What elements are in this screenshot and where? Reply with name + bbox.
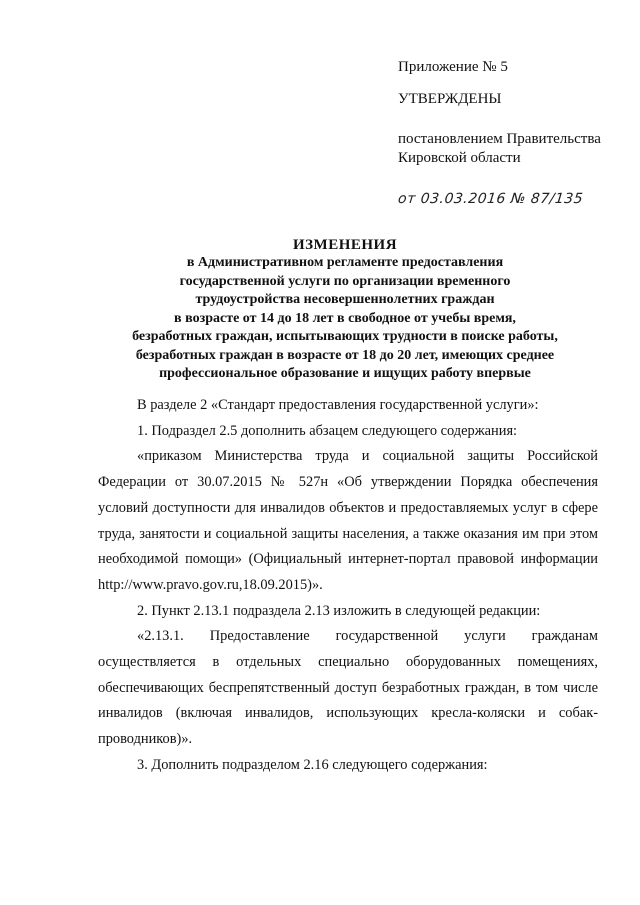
decree-line: Кировской области bbox=[398, 150, 521, 166]
approval-block bbox=[398, 58, 628, 209]
title-subtitle bbox=[95, 254, 595, 384]
subtitle-line: трудоустройства несовершеннолетних граждан bbox=[195, 292, 495, 307]
document-body bbox=[98, 393, 598, 779]
paragraph-item-1: 1. Подраздел 2.5 дополнить абзацем следующего содержания: bbox=[137, 422, 518, 439]
subtitle-line: государственной услуги по организации временного bbox=[179, 273, 511, 289]
paragraph-quote-2-13-1: «2.13.1. Предоставление государственной услуги гражданам осуществляется в отдельных специально оборудованных помещениях, обеспечивающих беспрепятственный доступ безработных граждан, в том числе инвалидов (включая инвалидов, использующих кресла-коляски и собак-проводников)». bbox=[98, 628, 598, 748]
subtitle-line: профессиональное образование и ищущих работу впервые bbox=[159, 366, 531, 381]
paragraph-item-3: 3. Дополнить подразделом 2.16 следующего содержания: bbox=[137, 756, 488, 773]
paragraph-section-intro: В разделе 2 «Стандарт предоставления государственной услуги»: bbox=[137, 397, 539, 413]
title-heading: ИЗМЕНЕНИЯ bbox=[292, 237, 398, 253]
paragraph-item-2: 2. Пункт 2.13.1 подраздела 2.13 изложить в следующей редакции: bbox=[137, 602, 541, 619]
subtitle-line: безработных граждан в возрасте от 18 до 20 лет, имеющих среднее bbox=[135, 347, 555, 363]
appendix-number: Приложение № 5 bbox=[398, 59, 508, 75]
decree-reference bbox=[398, 130, 628, 168]
subtitle-line: безработных граждан, испытывающих трудности в поиске работы, bbox=[132, 329, 558, 344]
approved-label: УТВЕРЖДЕНЫ bbox=[398, 91, 502, 107]
decree-line: постановлением Правительства bbox=[398, 131, 601, 147]
subtitle-line: в Административном регламенте предоставления bbox=[186, 255, 504, 270]
paragraph-quote-order: «приказом Министерства труда и социальной защиты Российской Федерации от 30.07.2015 № 527н «Об утверждении Порядка обеспечения условий доступности для инвалидов объектов и предоставляемых услуг в сфере труда, занятости и социальной защиты населения, а также оказания им при этом необходимой помощи» (Официальный интернет-портал правовой информации http://www.pravo.gov.ru,18.09.2015)». bbox=[98, 448, 598, 593]
subtitle-line: в возрасте от 14 до 18 лет в свободное от учебы время, bbox=[174, 310, 516, 326]
handwritten-date-number: от 03.03.2016 № 87/135 bbox=[397, 191, 584, 207]
document-title bbox=[95, 236, 595, 384]
